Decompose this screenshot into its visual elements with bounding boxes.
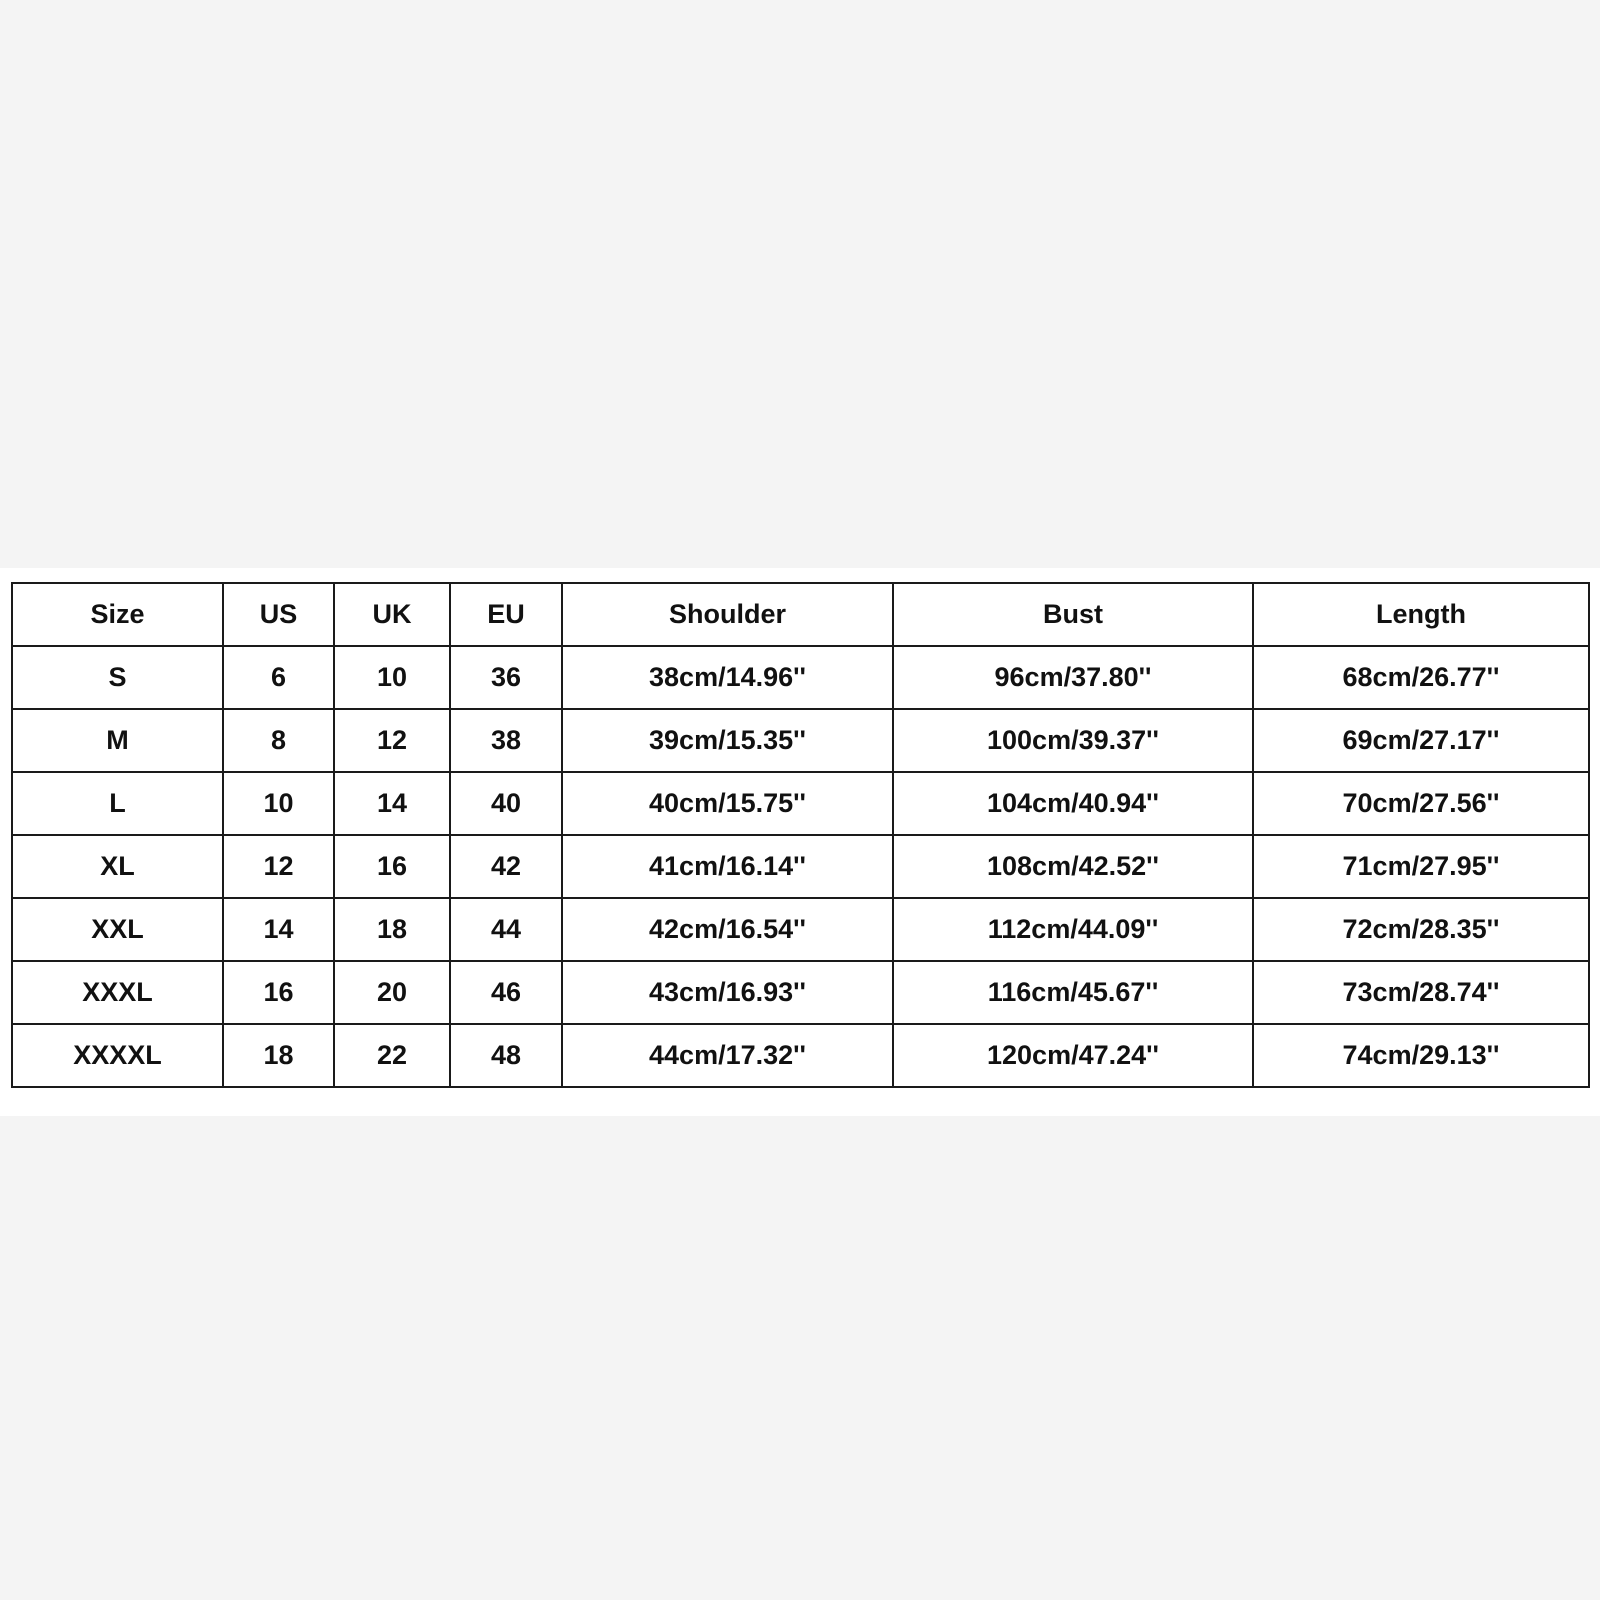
cell-length: 69cm/27.17'' [1253,709,1589,772]
cell-eu: 42 [450,835,562,898]
cell-shoulder: 38cm/14.96'' [562,646,893,709]
cell-length: 74cm/29.13'' [1253,1024,1589,1087]
cell-bust: 100cm/39.37'' [893,709,1253,772]
cell-eu: 46 [450,961,562,1024]
cell-us: 10 [223,772,334,835]
cell-bust: 108cm/42.52'' [893,835,1253,898]
header-eu: EU [450,583,562,646]
cell-us: 16 [223,961,334,1024]
cell-shoulder: 39cm/15.35'' [562,709,893,772]
cell-uk: 18 [334,898,450,961]
cell-eu: 36 [450,646,562,709]
cell-bust: 112cm/44.09'' [893,898,1253,961]
cell-shoulder: 43cm/16.93'' [562,961,893,1024]
cell-shoulder: 41cm/16.14'' [562,835,893,898]
size-chart-panel [0,568,1600,1116]
cell-uk: 22 [334,1024,450,1087]
cell-bust: 120cm/47.24'' [893,1024,1253,1087]
cell-length: 73cm/28.74'' [1253,961,1589,1024]
cell-uk: 10 [334,646,450,709]
cell-shoulder: 44cm/17.32'' [562,1024,893,1087]
cell-uk: 12 [334,709,450,772]
cell-length: 68cm/26.77'' [1253,646,1589,709]
cell-us: 14 [223,898,334,961]
cell-us: 8 [223,709,334,772]
cell-us: 6 [223,646,334,709]
cell-size: XXXXL [12,1024,223,1087]
cell-length: 71cm/27.95'' [1253,835,1589,898]
cell-size: XXXL [12,961,223,1024]
cell-us: 18 [223,1024,334,1087]
cell-size: S [12,646,223,709]
cell-uk: 14 [334,772,450,835]
table-row [12,898,1589,961]
table-row [12,772,1589,835]
cell-size: XXL [12,898,223,961]
header-size: Size [12,583,223,646]
cell-shoulder: 42cm/16.54'' [562,898,893,961]
cell-length: 72cm/28.35'' [1253,898,1589,961]
table-row [12,1024,1589,1087]
cell-uk: 16 [334,835,450,898]
cell-eu: 44 [450,898,562,961]
cell-bust: 104cm/40.94'' [893,772,1253,835]
header-uk: UK [334,583,450,646]
cell-bust: 116cm/45.67'' [893,961,1253,1024]
cell-eu: 40 [450,772,562,835]
table-row [12,835,1589,898]
cell-eu: 38 [450,709,562,772]
cell-uk: 20 [334,961,450,1024]
cell-size: XL [12,835,223,898]
cell-bust: 96cm/37.80'' [893,646,1253,709]
cell-eu: 48 [450,1024,562,1087]
header-shoulder: Shoulder [562,583,893,646]
cell-size: M [12,709,223,772]
header-bust: Bust [893,583,1253,646]
table-row [12,646,1589,709]
header-us: US [223,583,334,646]
cell-shoulder: 40cm/15.75'' [562,772,893,835]
table-row [12,709,1589,772]
size-chart-table [11,582,1590,1088]
table-header-row [12,583,1589,646]
cell-size: L [12,772,223,835]
table-row [12,961,1589,1024]
cell-length: 70cm/27.56'' [1253,772,1589,835]
cell-us: 12 [223,835,334,898]
header-length: Length [1253,583,1589,646]
